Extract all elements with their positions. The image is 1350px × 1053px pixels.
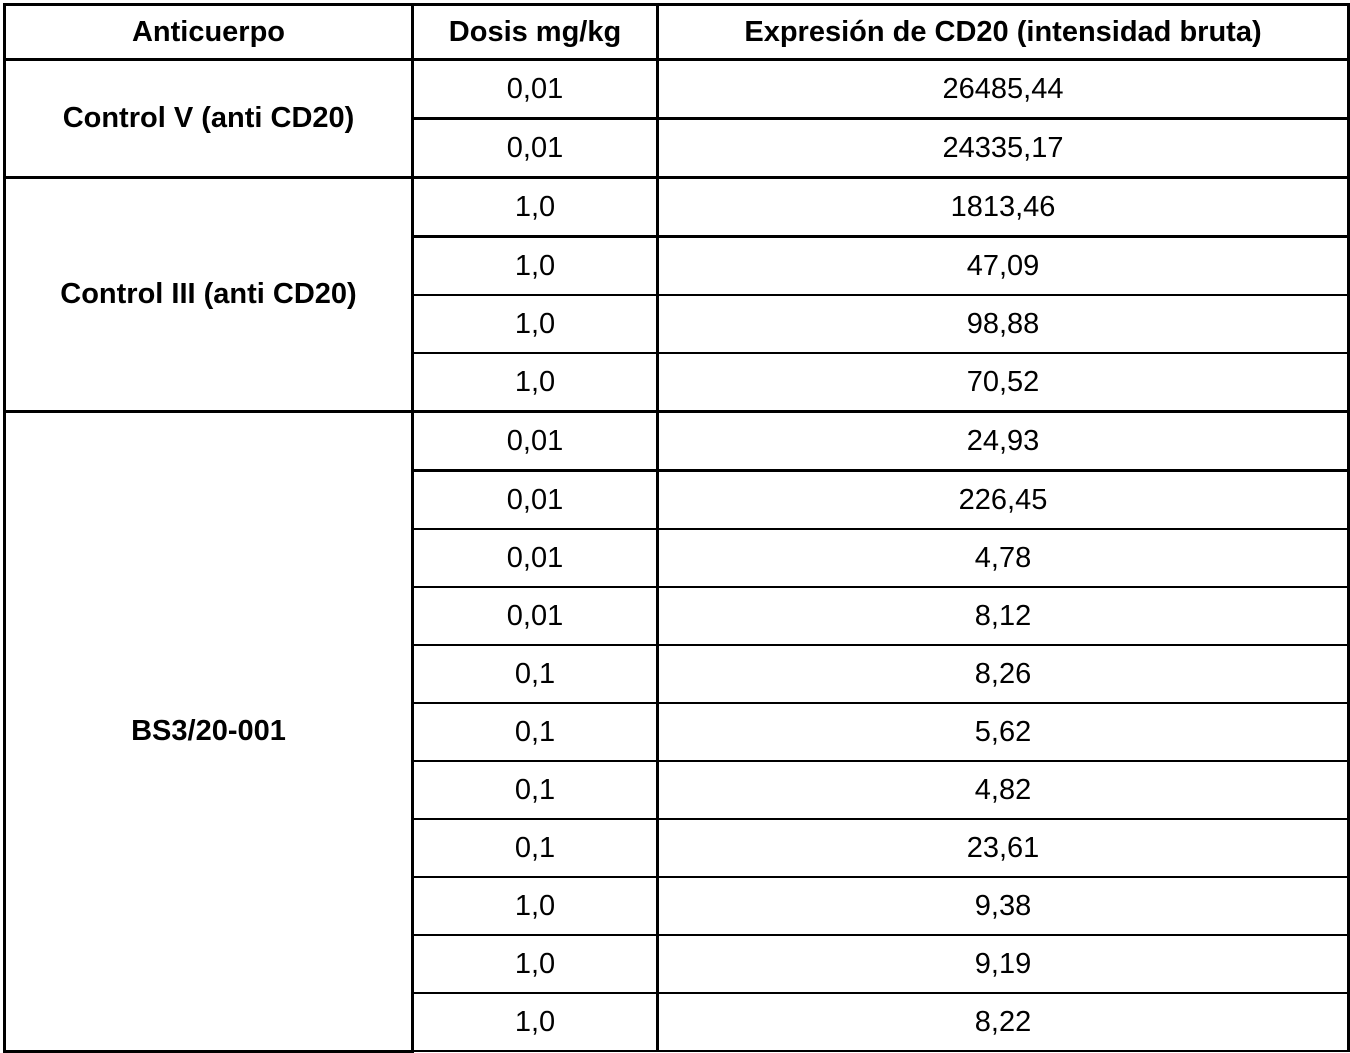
dose-cell: 0,01	[413, 587, 658, 645]
column-header-dose: Dosis mg/kg	[413, 5, 658, 60]
expression-cell: 8,22	[658, 993, 1349, 1051]
dose-cell: 1,0	[413, 877, 658, 935]
dose-cell: 1,0	[413, 935, 658, 993]
dose-cell: 0,1	[413, 819, 658, 877]
antibody-cell: Control III (anti CD20)	[5, 178, 413, 412]
dose-cell: 1,0	[413, 295, 658, 353]
table-header-row	[5, 5, 1349, 60]
expression-cell: 9,19	[658, 935, 1349, 993]
dose-cell: 0,01	[413, 119, 658, 178]
column-header-antibody: Anticuerpo	[5, 5, 413, 60]
dose-cell: 0,01	[413, 471, 658, 530]
dose-cell: 0,1	[413, 645, 658, 703]
expression-cell: 8,26	[658, 645, 1349, 703]
expression-cell: 226,45	[658, 471, 1349, 530]
table-row	[5, 60, 1349, 119]
document-page	[0, 3, 1350, 1038]
expression-cell: 1813,46	[658, 178, 1349, 237]
dose-cell: 0,01	[413, 412, 658, 471]
expression-cell: 70,52	[658, 353, 1349, 412]
antibody-cell: Control V (anti CD20)	[5, 60, 413, 178]
dose-cell: 0,1	[413, 761, 658, 819]
dose-cell: 0,01	[413, 529, 658, 587]
expression-cell: 47,09	[658, 237, 1349, 296]
dose-cell: 1,0	[413, 353, 658, 412]
expression-cell: 24335,17	[658, 119, 1349, 178]
expression-cell: 9,38	[658, 877, 1349, 935]
column-header-expression: Expresión de CD20 (intensidad bruta)	[658, 5, 1349, 60]
cd20-expression-table	[3, 3, 1350, 1053]
expression-cell: 8,12	[658, 587, 1349, 645]
dose-cell: 1,0	[413, 993, 658, 1051]
dose-cell: 0,01	[413, 60, 658, 119]
expression-cell: 23,61	[658, 819, 1349, 877]
expression-cell: 4,78	[658, 529, 1349, 587]
expression-cell: 26485,44	[658, 60, 1349, 119]
expression-cell: 5,62	[658, 703, 1349, 761]
dose-cell: 0,1	[413, 703, 658, 761]
expression-cell: 98,88	[658, 295, 1349, 353]
table-row	[5, 178, 1349, 237]
antibody-cell: BS3/20-001	[5, 412, 413, 1052]
table-body	[5, 60, 1349, 1052]
dose-cell: 1,0	[413, 178, 658, 237]
expression-cell: 4,82	[658, 761, 1349, 819]
expression-cell: 24,93	[658, 412, 1349, 471]
table-header	[5, 5, 1349, 60]
dose-cell: 1,0	[413, 237, 658, 296]
table-row	[5, 412, 1349, 471]
